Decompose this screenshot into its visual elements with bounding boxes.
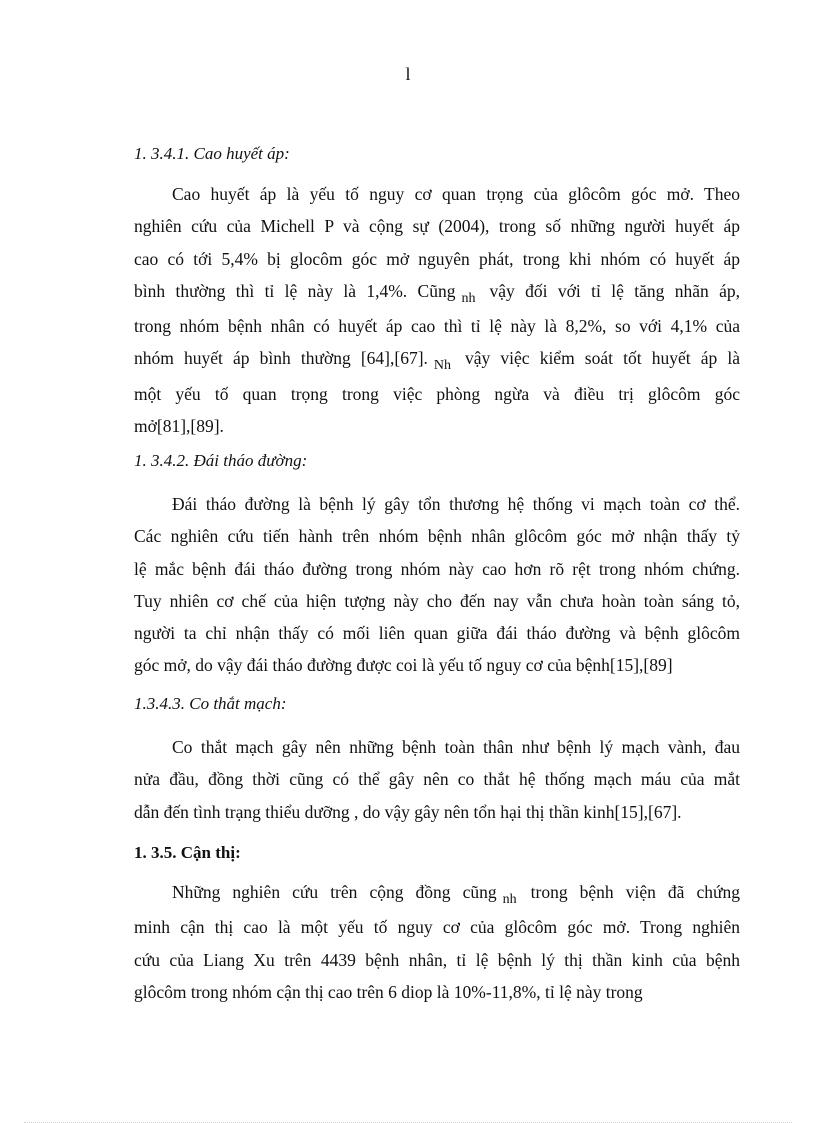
text-line: Các nghiên cứu tiến hành trên nhóm bệnh nhân glôcôm góc mở nhận thấy tỷ [134,526,740,547]
text-line: nửa đầu, đồng thời cũng có thể gây nên co thắt hệ thống mạch máu của mắt [134,769,740,790]
subscript-fragment: nh [502,892,517,907]
text-line: trong nhóm bệnh nhân có huyết áp cao thì tỉ lệ này là 8,2%, so với 4,1% của [134,316,740,337]
text-line [134,876,740,911]
text-line: Cao huyết áp là yếu tố nguy cơ quan trọng của glôcôm góc mở. Theo [172,184,740,204]
text-line: góc mở, do vậy đái tháo đường được coi là yếu tố nguy cơ của bệnh[15],[89] [134,655,673,676]
paragraph-vasospasm [134,731,740,828]
section-heading-myopia: 1. 3.5. Cận thị: [134,843,241,862]
paragraph-hypertension [134,178,740,442]
text-line: Co thắt mạch gây nên những bệnh toàn thân như bệnh lý mạch vành, đau [172,737,740,757]
section-heading-hypertension: 1. 3.4.1. Cao huyết áp: [134,144,290,163]
text-line: cứu của Liang Xu trên 4439 bệnh nhân, tỉ lệ bệnh lý thị thần kinh của bệnh [134,949,740,970]
section-heading-diabetes: 1. 3.4.2. Đái tháo đường: [134,451,308,470]
text-fragment: vậy đối với tỉ lệ tăng nhãn áp, [489,280,741,301]
text-line [134,275,740,310]
subscript-fragment: nh [461,290,476,306]
text-fragment: trong bệnh viện đã chứng [530,882,741,902]
text-fragment: bình thường thì tỉ lệ này là 1,4%. Cũng [134,280,456,301]
text-line: dẫn đến tình trạng thiểu dưỡng , do vậy gây nên tổn hại thị thần kinh[15],[67]. [134,801,682,822]
page-number: l [405,64,411,84]
subscript-fragment: Nh [433,358,452,374]
text-fragment: nhóm huyết áp bình thường [64],[67]. [134,348,428,369]
text-fragment: vậy việc kiểm soát tốt huyết áp là [465,348,740,369]
text-line: minh cận thị cao là một yếu tố nguy cơ của glôcôm góc mở. Trong nghiên [134,917,740,938]
text-line: cao có tới 5,4% bị glocôm góc mở nguyên phát, trong khi nhóm có huyết áp [134,248,740,269]
text-line: người ta chỉ nhận thấy có mối liên quan giữa đái tháo đường và bệnh glôcôm [134,623,740,644]
text-fragment: Những nghiên cứu trên cộng đồng cũng [172,882,497,902]
text-line: Đái tháo đường là bệnh lý gây tổn thương hệ thống vi mạch toàn cơ thể. [172,494,740,514]
text-line [134,342,740,377]
text-line: mở[81],[89]. [134,416,224,437]
text-line: lệ mắc bệnh đái tháo đường trong nhóm này cao hơn rõ rệt trong nhóm chứng. [134,558,740,579]
paragraph-myopia [134,876,740,1008]
section-heading-vasospasm: 1.3.4.3. Co thắt mạch: [134,694,287,713]
text-line: glôcôm trong nhóm cận thị cao trên 6 diop là 10%-11,8%, tỉ lệ này trong [134,981,643,1002]
text-line: một yếu tố quan trọng trong việc phòng ngừa và điều trị glôcôm góc [134,383,740,404]
text-line: Tuy nhiên cơ chế của hiện tượng này cho đến nay vẫn chưa hoàn toàn sáng tỏ, [134,590,740,611]
text-line: nghiên cứu của Michell P và cộng sự (2004), trong số những người huyết áp [134,216,740,237]
paragraph-diabetes [134,488,740,682]
